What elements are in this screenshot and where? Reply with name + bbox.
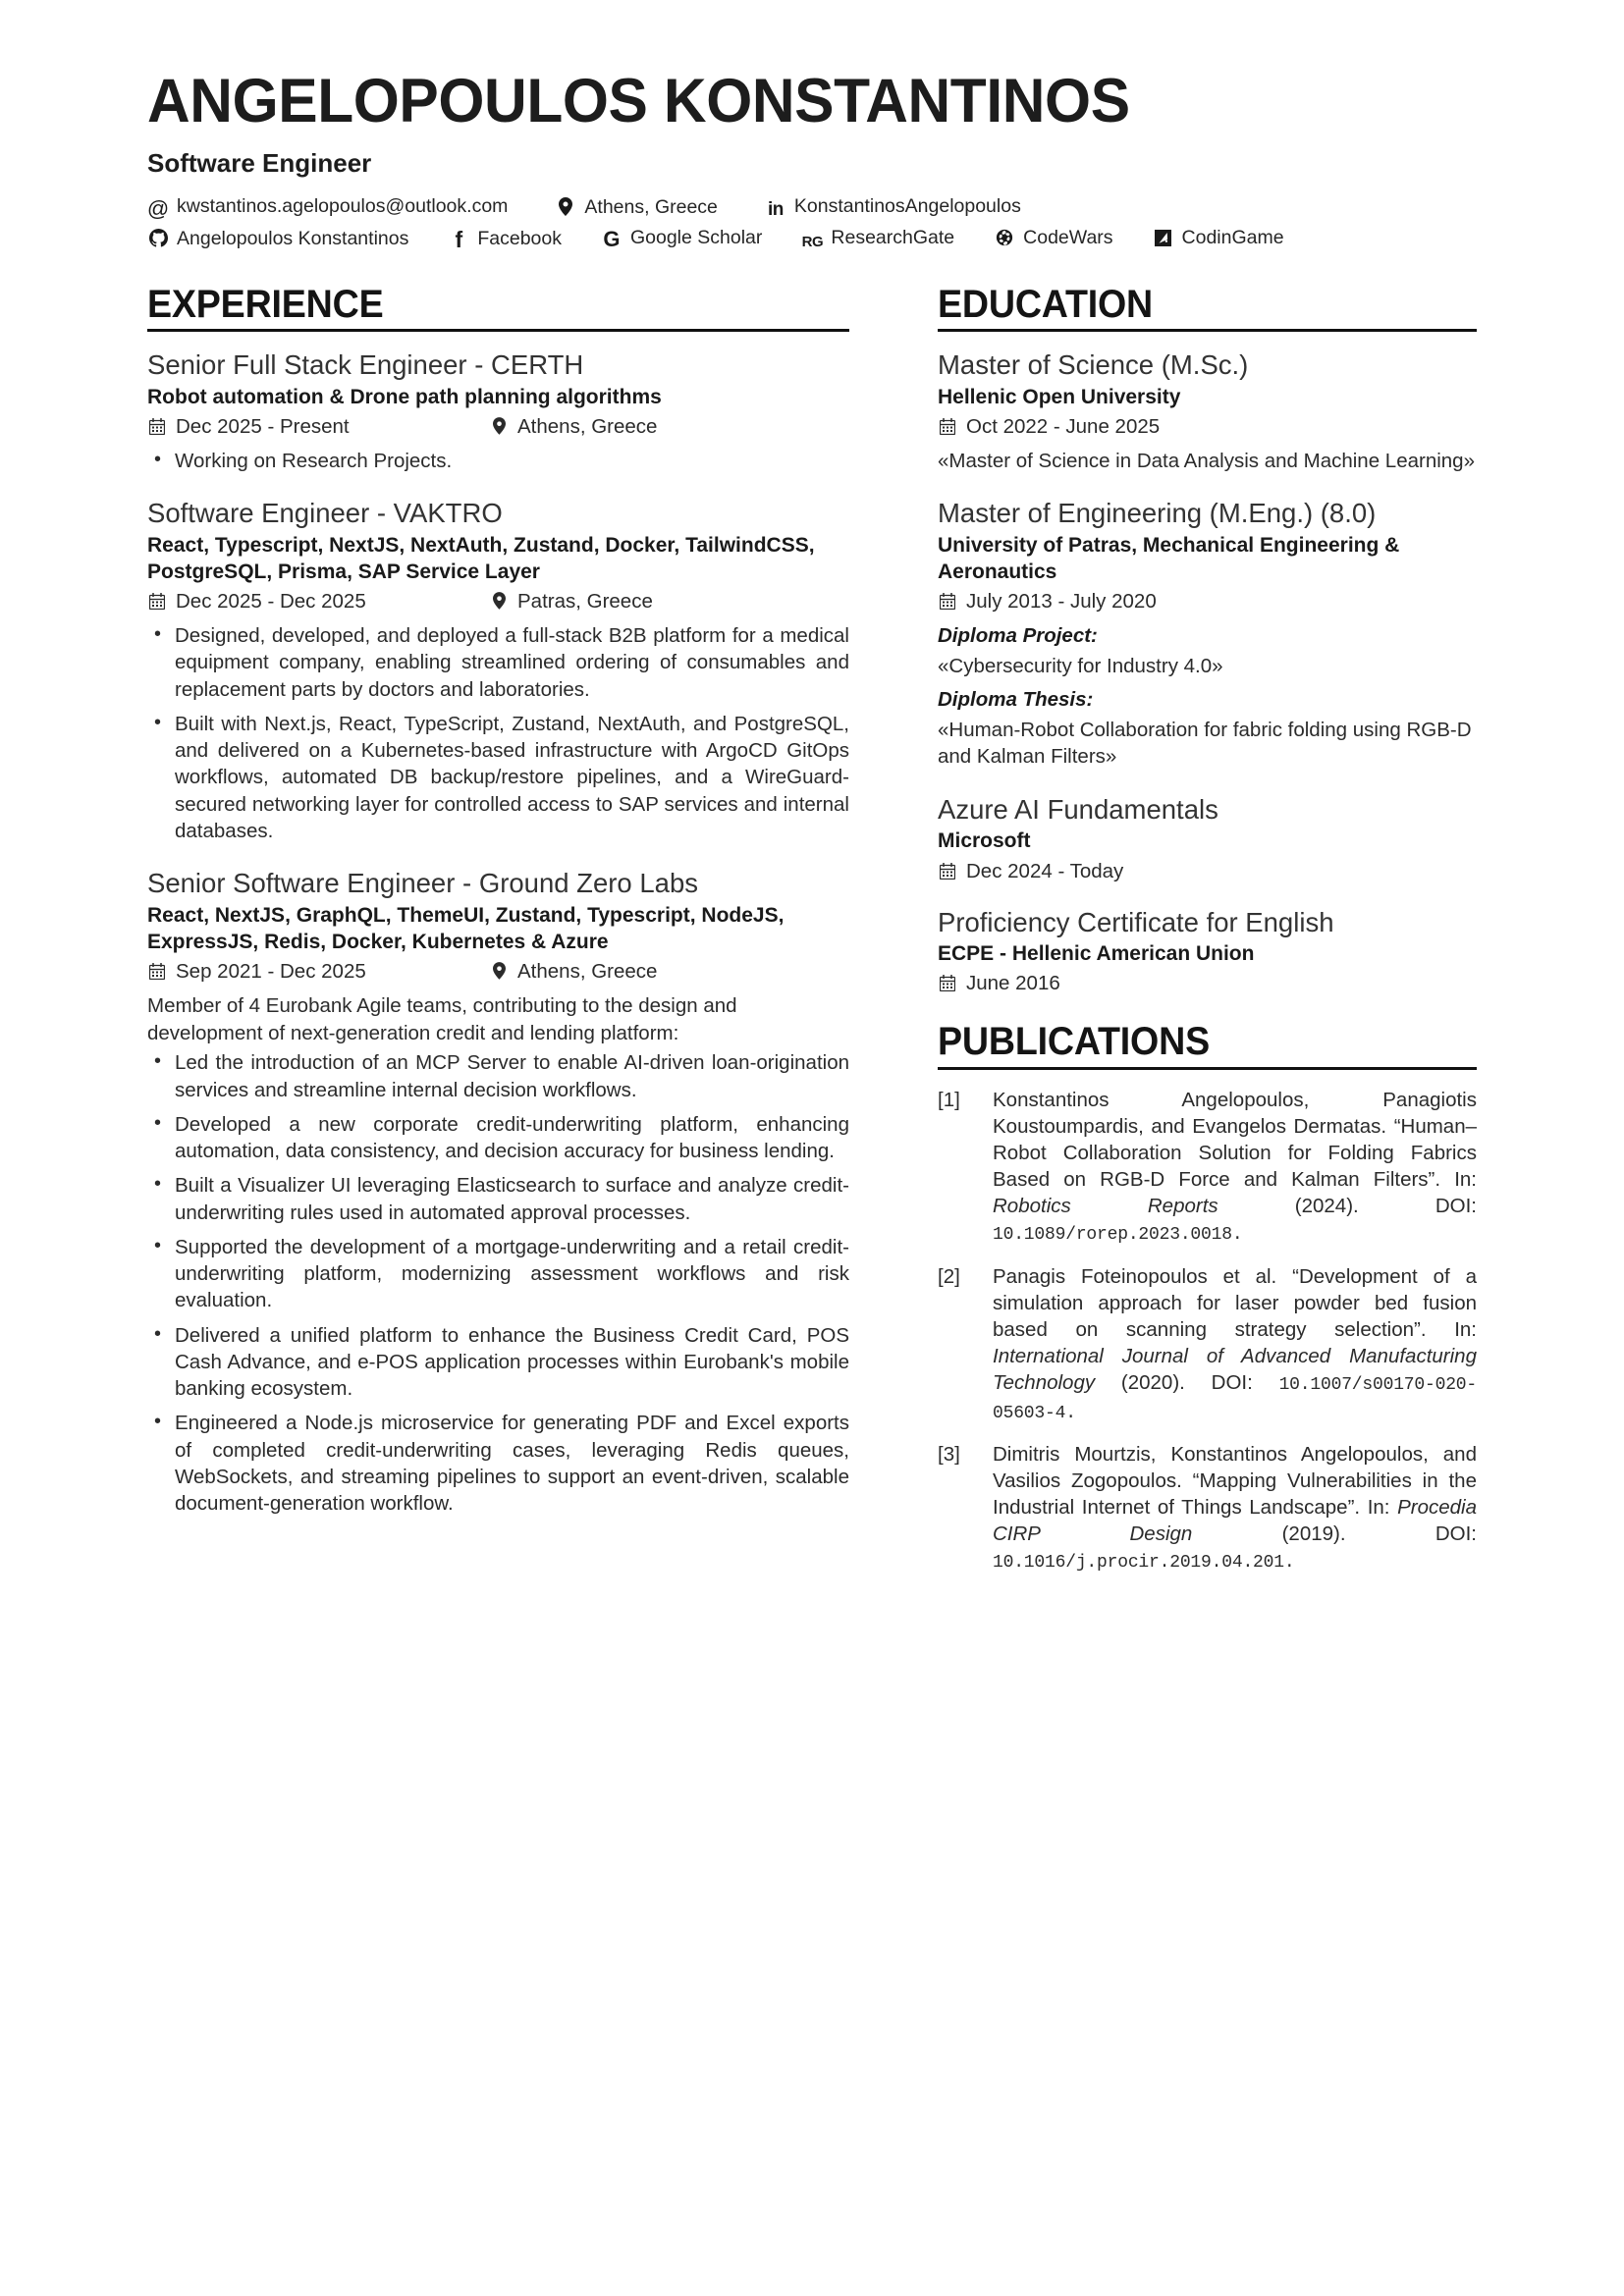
education-entry-date-label: Dec 2024 - Today <box>966 859 1124 882</box>
calendar-icon <box>938 593 957 610</box>
publication-item <box>938 1263 1477 1426</box>
experience-entry-title: Software Engineer - VAKTRO <box>147 498 503 529</box>
contact-row-primary <box>146 194 1477 222</box>
publication-doi-label: DOI: <box>1435 1522 1477 1546</box>
education-entry-institution: ECPE - Hellenic American Union <box>938 942 1255 966</box>
education-entry <box>938 497 1477 770</box>
contact-email[interactable] <box>146 194 509 222</box>
experience-entry-location <box>489 960 657 984</box>
experience-entry-title: Senior Software Engineer - Ground Zero Labs <box>147 868 698 899</box>
bullet-item: • Led the introduction of an MCP Server to enable AI-driven loan-origination services and streamline internal decision workflows. <box>147 1049 849 1103</box>
contact-codewars-label: CodeWars <box>1023 227 1113 249</box>
publication-doi[interactable]: 10.1089/rorep.2023.0018. <box>993 1224 1243 1245</box>
experience-entry-meta <box>147 960 849 984</box>
bullet-item: • Designed, developed, and deployed a full-stack B2B platform for a medical equipment company, enabling streamlined ordering of consumables and replacement parts by doctors and laboratories. <box>147 622 849 703</box>
contact-email-label: kwstantinos.agelopoulos@outlook.com <box>177 195 509 218</box>
researchgate-icon: RG <box>801 233 824 250</box>
publication-authors: Panagis Foteinopoulos et al. <box>993 1264 1277 1288</box>
publication-body <box>993 1441 1477 1575</box>
publication-number: [2] <box>938 1264 960 1288</box>
publication-number: [1] <box>938 1088 960 1111</box>
contact-facebook[interactable] <box>448 226 562 250</box>
education-entry-quote: «Master of Science in Data Analysis and Machine Learning» <box>938 449 1475 472</box>
education-entry-meta <box>938 590 1477 614</box>
calendar-icon <box>938 418 957 435</box>
bullet-item: • Working on Research Projects. <box>147 448 849 474</box>
calendar-icon <box>938 975 957 991</box>
linkedin-icon: in <box>767 198 784 220</box>
publication-title: “Development of a simulation approach for laser powder bed fusion based on scanning strategy selection”. <box>993 1264 1478 1341</box>
contact-researchgate-label: ResearchGate <box>831 226 955 248</box>
experience-entry-meta <box>147 415 849 439</box>
resume-header <box>147 69 1477 250</box>
contact-codingame[interactable] <box>1153 227 1284 249</box>
publication-title: “Human–Robot Collaboration Solution for Folding Fabrics Based on RGB-D Force and Kalman Filters”. <box>993 1114 1477 1191</box>
publication-venue: Procedia CIRP Design <box>993 1496 1478 1546</box>
section-title-education: EDUCATION <box>938 282 1154 326</box>
diploma-project-label: Diploma Project: <box>938 624 1098 648</box>
bullet-item: • Built a Visualizer UI leveraging Elasticsearch to surface and analyze credit-underwriting rules used in automated approval processes. <box>147 1172 849 1226</box>
education-entry-date <box>938 972 1279 995</box>
publication-body <box>993 1087 1477 1248</box>
publication-body <box>993 1263 1477 1426</box>
headline: Software Engineer <box>147 147 372 178</box>
experience-entry <box>147 497 849 844</box>
experience-entry-subtitle: Robot automation & Drone path planning algorithms <box>147 385 662 408</box>
section-experience <box>147 284 849 1518</box>
experience-entry-bullets <box>147 622 849 844</box>
publication-year: (2024). <box>1294 1194 1359 1217</box>
column-right <box>938 284 1477 1579</box>
experience-entry-date-label: Sep 2021 - Dec 2025 <box>176 960 366 984</box>
location-pin-icon <box>489 417 509 435</box>
experience-entry-location <box>489 590 653 614</box>
education-entry-date-label: June 2016 <box>966 972 1060 995</box>
section-rule <box>938 1067 1477 1070</box>
publication-in-label: In: <box>1454 1167 1477 1191</box>
experience-entry-subtitle: React, NextJS, GraphQL, ThemeUI, Zustand, Typescript, NodeJS, ExpressJS, Redis, Docker, Kubernetes & Azure <box>147 903 785 954</box>
experience-entry-date <box>147 590 489 614</box>
experience-entry <box>147 867 849 1517</box>
contact-google-scholar[interactable] <box>601 226 763 252</box>
diploma-thesis-value: «Human-Robot Collaboration for fabric folding using RGB-D and Kalman Filters» <box>938 718 1472 769</box>
education-entry-institution: Hellenic Open University <box>938 385 1181 408</box>
contact-google-scholar-label: Google Scholar <box>629 227 763 249</box>
experience-entry-date-label: Dec 2025 - Present <box>176 414 350 438</box>
publication-year: (2019). <box>1281 1522 1346 1546</box>
column-left <box>147 284 849 1522</box>
bullet-item: • Developed a new corporate credit-underwriting platform, enhancing automation, data consistency, and decision accuracy for business lending. <box>147 1111 849 1165</box>
experience-entry-date-label: Dec 2025 - Dec 2025 <box>176 590 366 614</box>
contact-researchgate[interactable] <box>801 227 954 249</box>
education-entry-title: Master of Science (M.Sc.) <box>938 348 1249 380</box>
experience-entry-location <box>489 415 657 439</box>
experience-entry-bullets <box>147 1049 849 1517</box>
publication-authors: Konstantinos Angelopoulos, Panagiotis Koustoumpardis, and Evangelos Dermatas. <box>993 1088 1477 1138</box>
experience-entry-location-label: Athens, Greece <box>517 960 658 984</box>
facebook-icon: f <box>455 226 463 252</box>
bullet-item: • Built with Next.js, React, TypeScript, Zustand, NextAuth, and PostgreSQL, and delivered on a Kubernetes-based infrastructure with ArgoCD GitOps workflows, automated DB backup/restore pipelines, and a WireGuard-secured networking layer for controlled access to SAP services and internal databases. <box>147 711 849 844</box>
bullet-item: • Supported the development of a mortgage-underwriting and a retail credit-underwriting platform, modernizing assessment workflows and risk evaluation. <box>147 1234 849 1314</box>
experience-entry-title: Senior Full Stack Engineer - CERTH <box>147 348 584 380</box>
calendar-icon <box>147 963 167 980</box>
contact-github[interactable] <box>147 226 408 250</box>
contact-facebook-label: Facebook <box>477 227 562 249</box>
publication-venue: International Journal of Advanced Manufacturing Technology <box>993 1344 1477 1394</box>
publication-in-label: In: <box>1367 1496 1390 1520</box>
section-title-experience: EXPERIENCE <box>147 282 384 326</box>
publication-doi[interactable]: 10.1016/j.procir.2019.04.201. <box>993 1553 1295 1574</box>
bullet-item: • Delivered a unified platform to enhance the Business Credit Card, POS Cash Advance, and e-POS application processes within Eurobank's mobile banking ecosystem. <box>147 1322 849 1403</box>
experience-entry-date <box>147 960 489 984</box>
experience-entry-location-label: Athens, Greece <box>517 414 658 438</box>
education-entry <box>938 348 1477 474</box>
contact-location-label: Athens, Greece <box>584 195 718 218</box>
google-scholar-icon: G <box>603 227 621 252</box>
location-pin-icon <box>489 592 509 610</box>
education-entry-meta <box>938 860 1477 883</box>
experience-entry-bullets <box>147 448 849 474</box>
education-entry-institution: University of Patras, Mechanical Engineering & Aeronautics <box>938 533 1400 584</box>
education-entry <box>938 906 1477 996</box>
publication-item <box>938 1087 1477 1248</box>
education-entry-date <box>938 415 1279 439</box>
education-entry-date <box>938 590 1279 614</box>
contact-linkedin-label: KonstantinosAngelopoulos <box>793 194 1021 217</box>
education-entry-meta <box>938 415 1477 439</box>
education-entry-date-label: Oct 2022 - June 2025 <box>966 414 1161 438</box>
contact-codewars[interactable] <box>994 226 1112 249</box>
section-publications <box>938 1021 1477 1575</box>
calendar-icon <box>938 863 957 880</box>
education-entry-date <box>938 860 1279 883</box>
at-icon: @ <box>146 196 170 222</box>
resume-body <box>147 284 1477 1579</box>
location-pin-icon <box>489 962 509 980</box>
experience-entry-meta <box>147 590 849 614</box>
education-entry-institution: Microsoft <box>938 829 1031 853</box>
github-icon <box>147 229 169 247</box>
education-entry-title: Master of Engineering (M.Eng.) (8.0) <box>938 498 1377 529</box>
contact-location <box>555 194 718 219</box>
section-rule <box>147 329 849 332</box>
publication-title: “Mapping Vulnerabilities in the Industrial Internet of Things Landscape”. <box>993 1469 1477 1520</box>
contact-linkedin[interactable] <box>765 195 1021 218</box>
section-rule <box>938 329 1477 332</box>
experience-entry-note: Member of 4 Eurobank Agile teams, contributing to the design and development of next-generation credit and lending platform: <box>147 994 737 1044</box>
contact-codingame-label: CodinGame <box>1181 226 1284 248</box>
education-entry-title: Azure AI Fundamentals <box>938 793 1218 825</box>
diploma-thesis-label: Diploma Thesis: <box>938 688 1094 712</box>
education-entry-meta <box>938 972 1477 995</box>
experience-entry-subtitle: React, Typescript, NextJS, NextAuth, Zustand, Docker, TailwindCSS, PostgreSQL, Prisma, SAP Service Layer <box>147 533 815 583</box>
publication-item <box>938 1441 1477 1575</box>
diploma-project-value: «Cybersecurity for Industry 4.0» <box>938 654 1223 677</box>
experience-entry-location-label: Patras, Greece <box>517 590 653 614</box>
publication-doi[interactable]: 10.1007/s00170-020-05603-4. <box>993 1374 1478 1423</box>
publication-authors: Dimitris Mourtzis, Konstantinos Angelopoulos, and Vasilios Zogopoulos. <box>993 1443 1477 1493</box>
publication-doi-label: DOI: <box>1435 1194 1477 1217</box>
education-entry-date-label: July 2013 - July 2020 <box>966 590 1157 614</box>
location-pin-icon <box>555 197 576 216</box>
publication-venue: Robotics Reports <box>993 1194 1218 1217</box>
bullet-item: • Engineered a Node.js microservice for generating PDF and Excel exports of completed credit-underwriting cases, leveraging Redis queues, WebSockets, and streaming pipelines to support an event-driven, scalable document-generation workflow. <box>147 1410 849 1517</box>
education-entry <box>938 793 1477 883</box>
education-entry-title: Proficiency Certificate for English <box>938 906 1334 937</box>
calendar-icon <box>147 418 167 435</box>
publication-year: (2020). <box>1120 1370 1185 1394</box>
contact-row-social <box>147 226 1477 250</box>
experience-entry <box>147 348 849 474</box>
publication-doi-label: DOI: <box>1211 1370 1253 1394</box>
contact-github-label: Angelopoulos Konstantinos <box>177 227 409 249</box>
publication-number: [3] <box>938 1443 960 1467</box>
section-education <box>938 284 1477 996</box>
contact-rows <box>147 194 1477 250</box>
codewars-icon <box>994 229 1015 246</box>
codingame-icon <box>1153 230 1174 246</box>
experience-entry-date <box>147 415 489 439</box>
calendar-icon <box>147 593 167 610</box>
page-title: ANGELOPOULOS KONSTANTINOS <box>147 67 1130 135</box>
section-title-publications: PUBLICATIONS <box>938 1020 1210 1064</box>
publication-in-label: In: <box>1454 1317 1477 1341</box>
